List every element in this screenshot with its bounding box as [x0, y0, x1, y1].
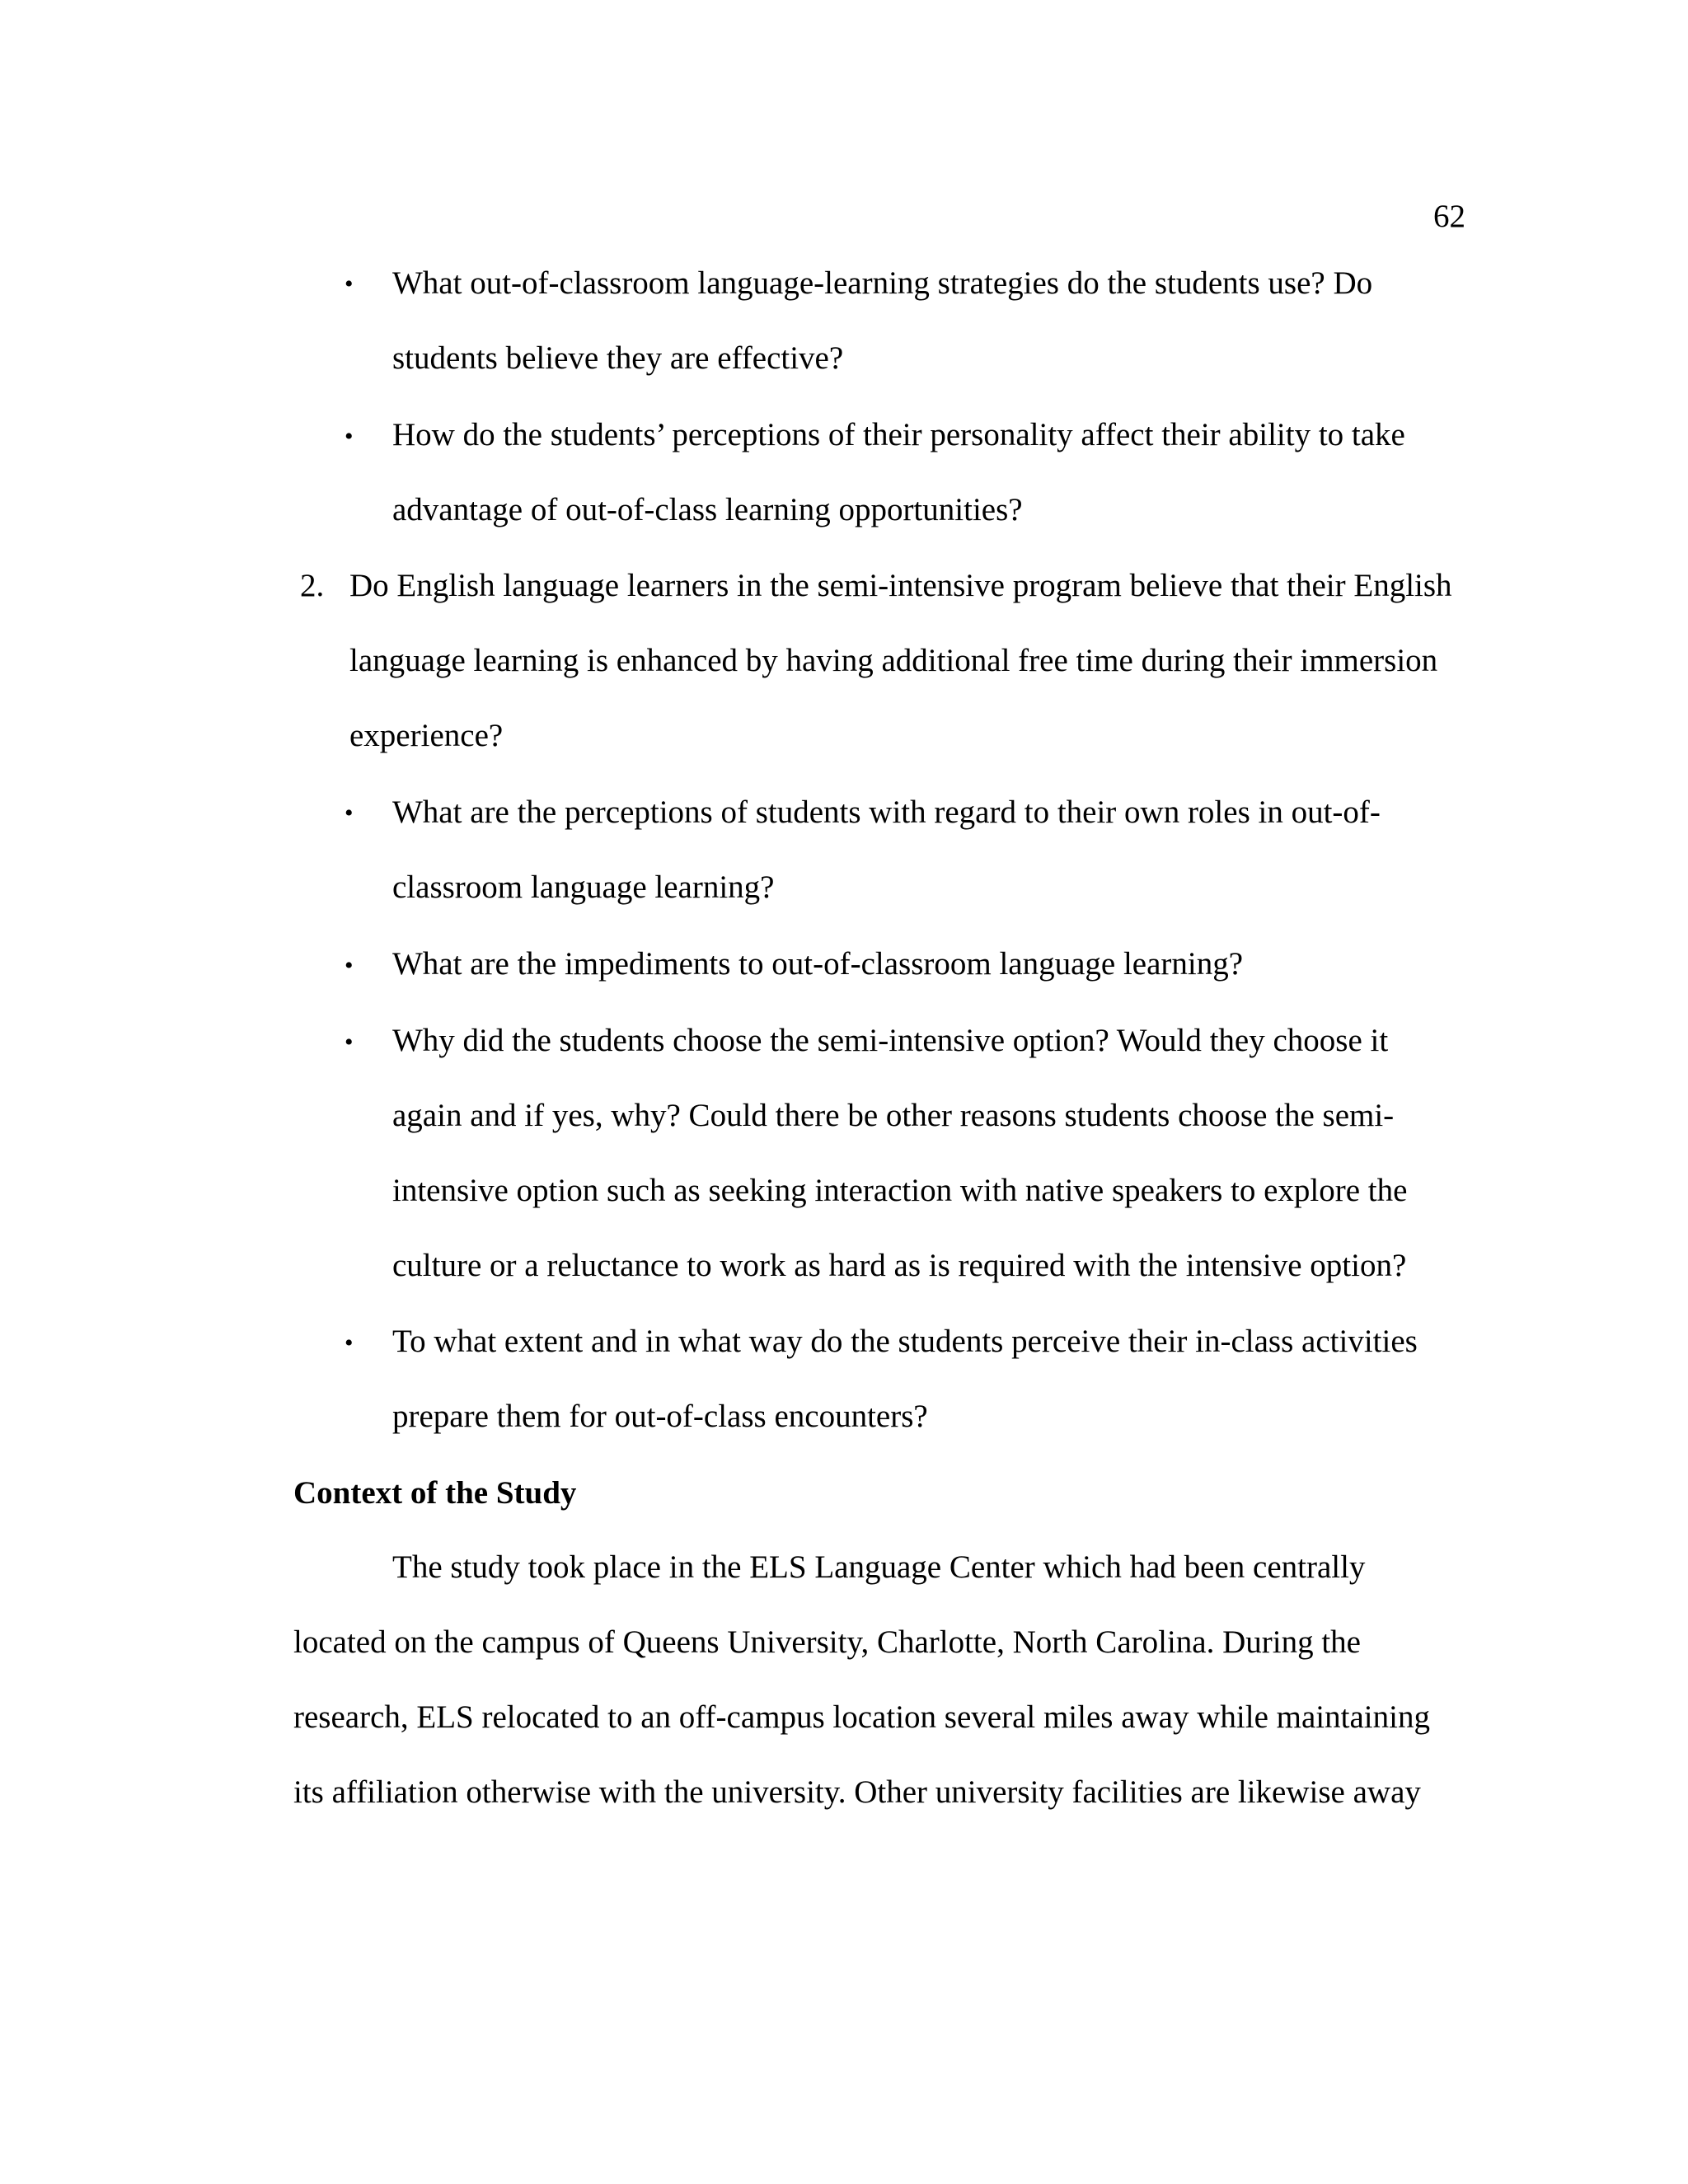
- bullet-line: Why did the students choose the semi-intensive option? Would they choose it: [392, 1023, 1389, 1058]
- bullet-line: To what extent and in what way do the students perceive their in-class activities: [392, 1324, 1418, 1359]
- bullet-line: What are the perceptions of students with regard to their own roles in out-of-: [392, 794, 1381, 830]
- question-line: language learning is enhanced by having additional free time during their immersion: [349, 643, 1438, 678]
- bullet-line: classroom language learning?: [392, 869, 775, 905]
- question-number: 2.: [300, 568, 325, 603]
- bullet-line: intensive option such as seeking interaction with native speakers to explore the: [392, 1173, 1408, 1208]
- question-line: experience?: [349, 718, 504, 753]
- bullet-line: culture or a reluctance to work as hard as is required with the intensive option?: [392, 1248, 1407, 1283]
- bullet-line: What are the impediments to out-of-classroom language learning?: [392, 946, 1244, 982]
- bullet-icon: •: [345, 270, 354, 298]
- bullet-line: prepare them for out-of-class encounters?: [392, 1399, 928, 1434]
- bullet-line: students believe they are effective?: [392, 340, 844, 376]
- paragraph-line: its affiliation otherwise with the university. Other university facilities are likewise away: [293, 1774, 1421, 1810]
- paragraph-line: research, ELS relocated to an off-campus location several miles away while maintaining: [293, 1699, 1430, 1735]
- section-heading: Context of the Study: [293, 1475, 577, 1511]
- bullet-icon: •: [345, 423, 354, 450]
- paragraph-line: The study took place in the ELS Language Center which had been centrally: [392, 1549, 1366, 1585]
- bullet-icon: •: [345, 1329, 354, 1357]
- bullet-icon: •: [345, 952, 354, 979]
- bullet-line: How do the students’ perceptions of their personality affect their ability to take: [392, 417, 1405, 452]
- paragraph-line: located on the campus of Queens University, Charlotte, North Carolina. During the: [293, 1624, 1361, 1660]
- bullet-icon: •: [345, 1029, 354, 1056]
- bullet-icon: •: [345, 799, 354, 827]
- bullet-line: again and if yes, why? Could there be other reasons students choose the semi-: [392, 1098, 1395, 1133]
- bullet-line: What out-of-classroom language-learning strategies do the students use? Do: [392, 265, 1373, 301]
- question-line: Do English language learners in the semi-intensive program believe that their English: [349, 568, 1452, 603]
- bullet-line: advantage of out-of-class learning opportunities?: [392, 492, 1023, 527]
- page-number: 62: [1433, 199, 1465, 234]
